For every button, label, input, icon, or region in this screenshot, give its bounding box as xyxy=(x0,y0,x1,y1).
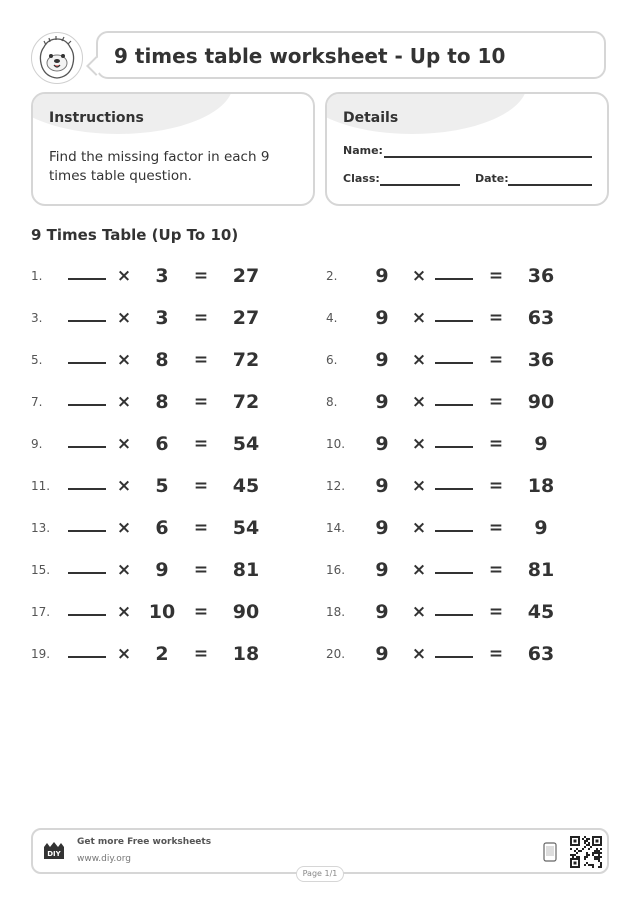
times-symbol: × xyxy=(116,392,132,412)
product-result: 18 xyxy=(527,475,555,497)
equals-symbol: = xyxy=(193,266,209,286)
times-symbol: × xyxy=(116,602,132,622)
diy-logo-icon xyxy=(42,841,66,861)
answer-blank[interactable] xyxy=(68,642,106,658)
factor-b: 2 xyxy=(155,643,169,665)
answer-blank[interactable] xyxy=(435,642,473,658)
factor-b: 6 xyxy=(155,433,169,455)
factor-b: 8 xyxy=(155,391,169,413)
equals-symbol: = xyxy=(488,518,504,538)
equals-symbol: = xyxy=(488,602,504,622)
product-result: 90 xyxy=(232,601,260,623)
question-number: 8. xyxy=(326,395,338,409)
class-field[interactable] xyxy=(380,184,460,186)
product-result: 36 xyxy=(527,265,555,287)
answer-blank[interactable] xyxy=(435,558,473,574)
factor-b: 5 xyxy=(155,475,169,497)
factor-a: 9 xyxy=(375,559,389,581)
answer-blank[interactable] xyxy=(68,348,106,364)
times-symbol: × xyxy=(116,350,132,370)
product-result: 45 xyxy=(232,475,260,497)
footer-website-link[interactable]: www.diy.org xyxy=(77,854,131,864)
svg-text:DIY: DIY xyxy=(47,850,61,858)
times-symbol: × xyxy=(116,308,132,328)
question-number: 5. xyxy=(31,353,43,367)
factor-a: 9 xyxy=(375,433,389,455)
question-row xyxy=(326,558,596,582)
question-row xyxy=(31,348,301,372)
factor-b: 9 xyxy=(155,559,169,581)
answer-blank[interactable] xyxy=(435,474,473,490)
product-result: 54 xyxy=(232,517,260,539)
question-row xyxy=(326,642,596,666)
times-symbol: × xyxy=(116,644,132,664)
answer-blank[interactable] xyxy=(68,600,106,616)
question-row xyxy=(326,600,596,624)
times-symbol: × xyxy=(411,644,427,664)
name-label: Name: xyxy=(343,144,383,157)
factor-a: 9 xyxy=(375,391,389,413)
question-number: 4. xyxy=(326,311,338,325)
question-number: 10. xyxy=(326,437,346,451)
times-symbol: × xyxy=(116,434,132,454)
question-number: 6. xyxy=(326,353,338,367)
factor-b: 3 xyxy=(155,265,169,287)
section-title: 9 Times Table (Up To 10) xyxy=(31,226,239,244)
question-number: 18. xyxy=(326,605,346,619)
times-symbol: × xyxy=(411,392,427,412)
qr-code-icon[interactable] xyxy=(570,836,602,868)
product-result: 63 xyxy=(527,307,555,329)
times-symbol: × xyxy=(116,560,132,580)
product-result: 54 xyxy=(232,433,260,455)
question-row xyxy=(31,516,301,540)
question-row xyxy=(326,306,596,330)
answer-blank[interactable] xyxy=(435,348,473,364)
answer-blank[interactable] xyxy=(68,264,106,280)
question-number: 15. xyxy=(31,563,51,577)
factor-a: 9 xyxy=(375,601,389,623)
instructions-text: Find the missing factor in each 9 times table question. xyxy=(49,149,270,184)
product-result: 81 xyxy=(232,559,260,581)
question-row xyxy=(31,642,301,666)
answer-blank[interactable] xyxy=(68,516,106,532)
times-symbol: × xyxy=(411,308,427,328)
equals-symbol: = xyxy=(193,392,209,412)
question-number: 7. xyxy=(31,395,43,409)
times-symbol: × xyxy=(116,266,132,286)
question-row xyxy=(31,306,301,330)
answer-blank[interactable] xyxy=(68,306,106,322)
question-number: 2. xyxy=(326,269,338,283)
equals-symbol: = xyxy=(488,266,504,286)
product-result: 9 xyxy=(534,517,548,539)
equals-symbol: = xyxy=(193,518,209,538)
answer-blank[interactable] xyxy=(68,474,106,490)
mascot-avatar-icon xyxy=(31,32,83,84)
question-row xyxy=(31,432,301,456)
times-symbol: × xyxy=(411,476,427,496)
equals-symbol: = xyxy=(488,308,504,328)
equals-symbol: = xyxy=(488,392,504,412)
times-symbol: × xyxy=(116,518,132,538)
product-result: 72 xyxy=(232,349,260,371)
question-row xyxy=(31,390,301,414)
date-field[interactable] xyxy=(508,184,592,186)
answer-blank[interactable] xyxy=(435,516,473,532)
times-symbol: × xyxy=(411,350,427,370)
equals-symbol: = xyxy=(193,602,209,622)
equals-symbol: = xyxy=(193,350,209,370)
times-symbol: × xyxy=(411,560,427,580)
question-number: 17. xyxy=(31,605,51,619)
product-result: 63 xyxy=(527,643,555,665)
answer-blank[interactable] xyxy=(68,432,106,448)
answer-blank[interactable] xyxy=(68,558,106,574)
equals-symbol: = xyxy=(193,560,209,580)
factor-b: 8 xyxy=(155,349,169,371)
page-indicator: Page 1/1 xyxy=(296,866,344,882)
phone-icon xyxy=(543,842,557,862)
question-number: 9. xyxy=(31,437,43,451)
answer-blank[interactable] xyxy=(435,264,473,280)
question-row xyxy=(31,600,301,624)
times-symbol: × xyxy=(411,518,427,538)
answer-blank[interactable] xyxy=(435,306,473,322)
equals-symbol: = xyxy=(488,434,504,454)
product-result: 27 xyxy=(232,307,260,329)
name-field[interactable] xyxy=(384,156,592,158)
product-result: 81 xyxy=(527,559,555,581)
footer-promo: Get more Free worksheets xyxy=(77,837,212,847)
product-result: 36 xyxy=(527,349,555,371)
question-row xyxy=(326,516,596,540)
question-number: 3. xyxy=(31,311,43,325)
answer-blank[interactable] xyxy=(435,390,473,406)
factor-a: 9 xyxy=(375,307,389,329)
product-result: 9 xyxy=(534,433,548,455)
equals-symbol: = xyxy=(193,308,209,328)
equals-symbol: = xyxy=(193,434,209,454)
equals-symbol: = xyxy=(488,350,504,370)
details-heading: Details xyxy=(343,110,399,126)
factor-a: 9 xyxy=(375,517,389,539)
product-result: 18 xyxy=(232,643,260,665)
equals-symbol: = xyxy=(193,476,209,496)
factor-a: 9 xyxy=(375,475,389,497)
product-result: 72 xyxy=(232,391,260,413)
factor-b: 10 xyxy=(148,601,176,623)
question-row xyxy=(31,264,301,288)
answer-blank[interactable] xyxy=(435,432,473,448)
question-row xyxy=(326,264,596,288)
question-number: 12. xyxy=(326,479,346,493)
instructions-card xyxy=(31,92,315,206)
question-number: 11. xyxy=(31,479,51,493)
factor-a: 9 xyxy=(375,265,389,287)
product-result: 27 xyxy=(232,265,260,287)
date-label: Date: xyxy=(475,172,509,185)
question-row xyxy=(326,390,596,414)
question-number: 1. xyxy=(31,269,43,283)
question-row xyxy=(326,432,596,456)
question-number: 16. xyxy=(326,563,346,577)
times-symbol: × xyxy=(411,602,427,622)
product-result: 45 xyxy=(527,601,555,623)
question-row xyxy=(326,348,596,372)
times-symbol: × xyxy=(116,476,132,496)
product-result: 90 xyxy=(527,391,555,413)
question-number: 19. xyxy=(31,647,51,661)
times-symbol: × xyxy=(411,434,427,454)
equals-symbol: = xyxy=(488,644,504,664)
worksheet-title: 9 times table worksheet - Up to 10 xyxy=(114,44,506,68)
question-row xyxy=(326,474,596,498)
details-card xyxy=(325,92,609,206)
class-label: Class: xyxy=(343,172,380,185)
times-symbol: × xyxy=(411,266,427,286)
question-row xyxy=(31,474,301,498)
factor-a: 9 xyxy=(375,349,389,371)
title-bubble xyxy=(96,31,606,79)
equals-symbol: = xyxy=(488,476,504,496)
factor-a: 9 xyxy=(375,643,389,665)
question-number: 13. xyxy=(31,521,51,535)
answer-blank[interactable] xyxy=(435,600,473,616)
instructions-heading: Instructions xyxy=(49,110,144,126)
question-number: 20. xyxy=(326,647,346,661)
question-row xyxy=(31,558,301,582)
answer-blank[interactable] xyxy=(68,390,106,406)
question-number: 14. xyxy=(326,521,346,535)
factor-b: 6 xyxy=(155,517,169,539)
equals-symbol: = xyxy=(488,560,504,580)
factor-b: 3 xyxy=(155,307,169,329)
equals-symbol: = xyxy=(193,644,209,664)
